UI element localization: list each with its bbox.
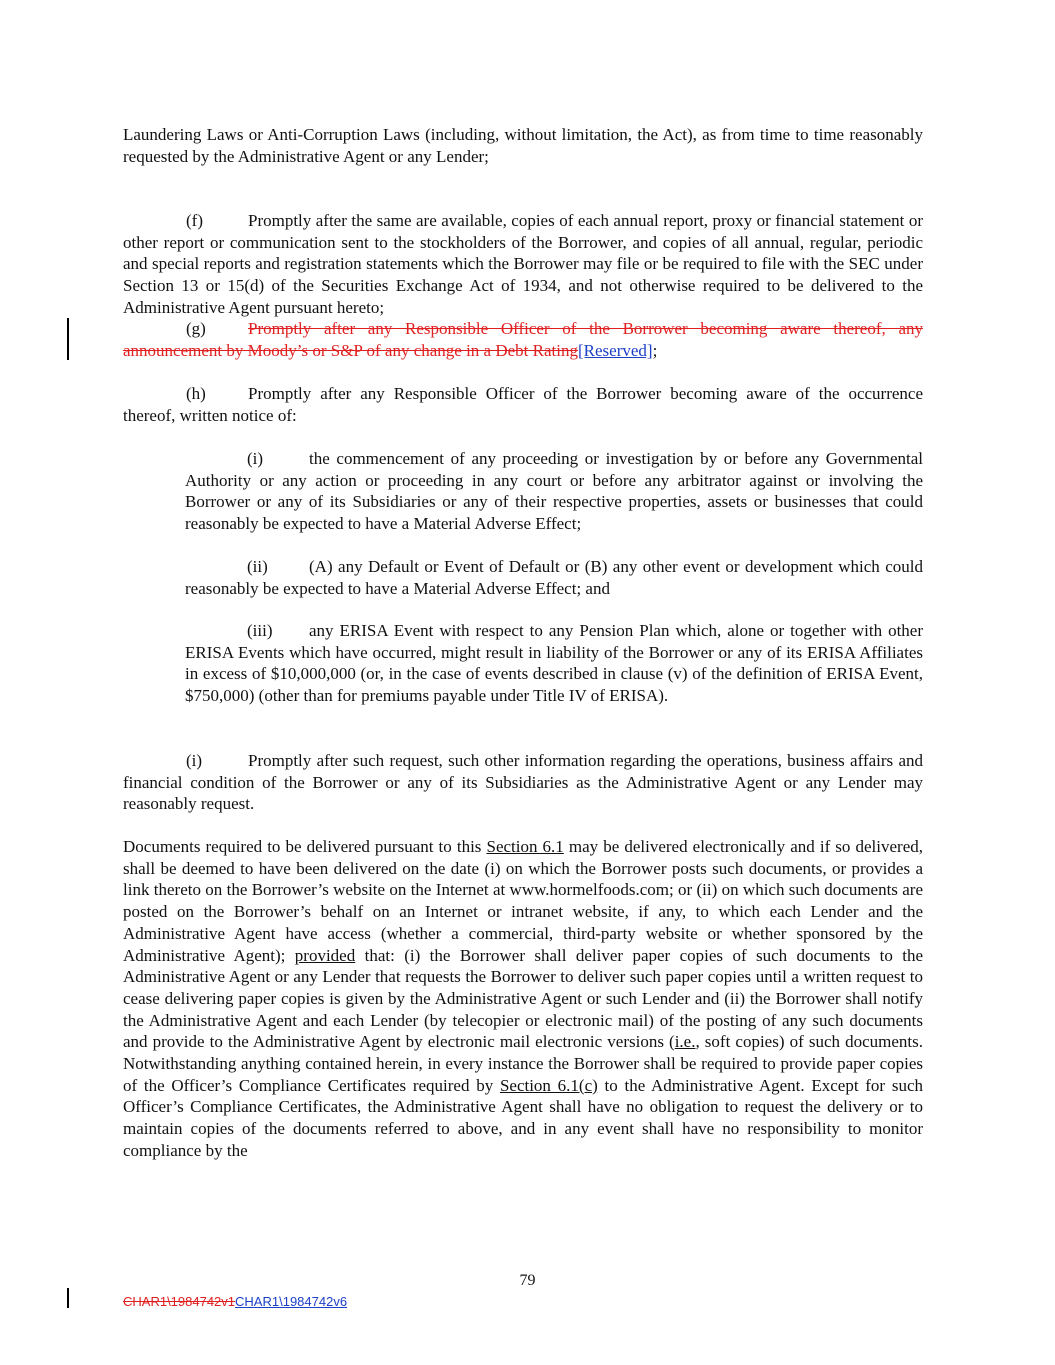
section-reference: Section 6.1(c) — [499, 1075, 598, 1095]
inserted-text: [Reserved] — [577, 340, 653, 360]
clause-h — [123, 383, 923, 426]
document-id — [123, 1291, 347, 1313]
inserted-doc-id: CHAR1\1984742v6 — [235, 1294, 348, 1309]
ie-term: i.e. — [674, 1032, 696, 1052]
clause-f — [123, 210, 923, 319]
paragraph-text: , soft copies) of such documents. Notwithstanding anything contained herein, in every instance the Borrower shall be required to provide paper copies of the Officer’s Compliance Certificates required by — [123, 1032, 923, 1095]
paragraph-text: to the Administrative Agent. Except for such Officer’s Compliance Certificates, the Administrative Agent shall have no obligation to request the delivery or to maintain copies of the documents referred to above, and in any event shall have no responsibility to monitor compliance by the — [123, 1075, 923, 1160]
subclause-text: any ERISA Event with respect to any Pension Plan which, alone or together with other ERISA Events which have occurred, might result in liability of the Borrower or any of its ERISA Affiliates in excess of $10,000,000 (or, in the case of events described in clause (v) of the definition of ERISA Event, $750,000) (other than for premiums payable under Title IV of ERISA). — [185, 621, 923, 706]
deleted-doc-id: CHAR1\1984742v1 — [123, 1294, 236, 1309]
subclause-h-iii — [185, 620, 923, 707]
subclause-text: the commencement of any proceeding or investigation by or before any Governmental Authority or any action or proceeding in any court or before any arbitrator against or involving the Borrower or any of its Subsidiaries or any of their respective properties, assets or businesses that could reasonably be expected to have a Material Adverse Effect; — [185, 449, 923, 534]
clause-label: (f) — [186, 211, 203, 230]
subclause-label: (i) — [247, 449, 264, 468]
subclause-label: (iii) — [247, 621, 273, 640]
clause-i — [123, 750, 923, 815]
change-bar — [67, 318, 69, 360]
page-number: 79 — [519, 1272, 536, 1289]
paragraph-text: that: (i) the Borrower shall deliver paper copies of such documents to the Administrative Agent or any Lender that requests the Borrower to deliver such paper copies until a written request to cease delivering paper copies is given by the Administrative Agent or such Lender and (ii) the Borrower shall notify the Administrative Agent and each Lender (by telecopier or electronic mail) of the posting of any such documents and provide to the Administrative Agent by electronic mail electronic versions ( — [123, 945, 923, 1052]
paragraph-text: Laundering Laws or Anti-Corruption Laws (including, without limitation, the Act), as from time to time reasonably requested by the Administrative Agent or any Lender; — [123, 125, 923, 166]
clause-label: (i) — [186, 751, 203, 770]
provided-term: provided — [294, 945, 356, 965]
clause-g — [123, 318, 923, 361]
documents-delivery-paragraph — [123, 836, 923, 1162]
section-reference: Section 6.1 — [486, 837, 564, 856]
clause-text: Promptly after the same are available, copies of each annual report, proxy or financial statement or other report or communication sent to the stockholders of the Borrower, and copies of all annual, regular, periodic and special reports and registration statements which the Borrower may file or be required to file with the SEC under Section 13 or 15(d) of the Securities Exchange Act of 1934, and not otherwise required to be delivered to the Administrative Agent pursuant hereto; — [123, 211, 923, 317]
clause-text: Promptly after such request, such other information regarding the operations, business affairs and financial condition of the Borrower or any of its Subsidiaries as the Administrative Agent or any Lender may reasonably request. — [123, 751, 923, 814]
clause-label: (g) — [186, 319, 206, 338]
subclause-text: (A) any Default or Event of Default or (B) any other event or development which could reasonably be expected to have a Material Adverse Effect; and — [185, 557, 923, 598]
subclause-h-ii — [185, 556, 923, 599]
clause-tail: ; — [652, 340, 658, 360]
clause-text: Promptly after any Responsible Officer of the Borrower becoming aware of the occurrence thereof, written notice of: — [123, 384, 923, 425]
paragraph-text: Documents required to be delivered pursuant to this — [123, 837, 487, 856]
subclause-label: (ii) — [247, 557, 268, 576]
footer-change-bar — [67, 1288, 69, 1308]
deleted-text: Promptly after any Responsible Officer of the Borrower becoming aware thereof, any announcement by Moody’s or S&P of any change in a Debt Rating — [123, 319, 923, 360]
subclause-h-i — [185, 448, 923, 535]
paragraph-text: may be delivered electronically and if so delivered, shall be deemed to have been delivered on the date (i) on which the Borrower posts such documents, or provides a link thereto on the Borrower’s website on the Internet at www.hormelfoods.com; or (ii) on which such documents are posted on the Borrower’s behalf on an Internet or intranet website, if any, to which each Lender and the Administrative Agent have access (whether a commercial, third-party website or whether sponsored by the Administrative Agent); — [123, 837, 923, 965]
paragraph-continuation — [123, 124, 923, 167]
clause-label: (h) — [186, 384, 206, 403]
